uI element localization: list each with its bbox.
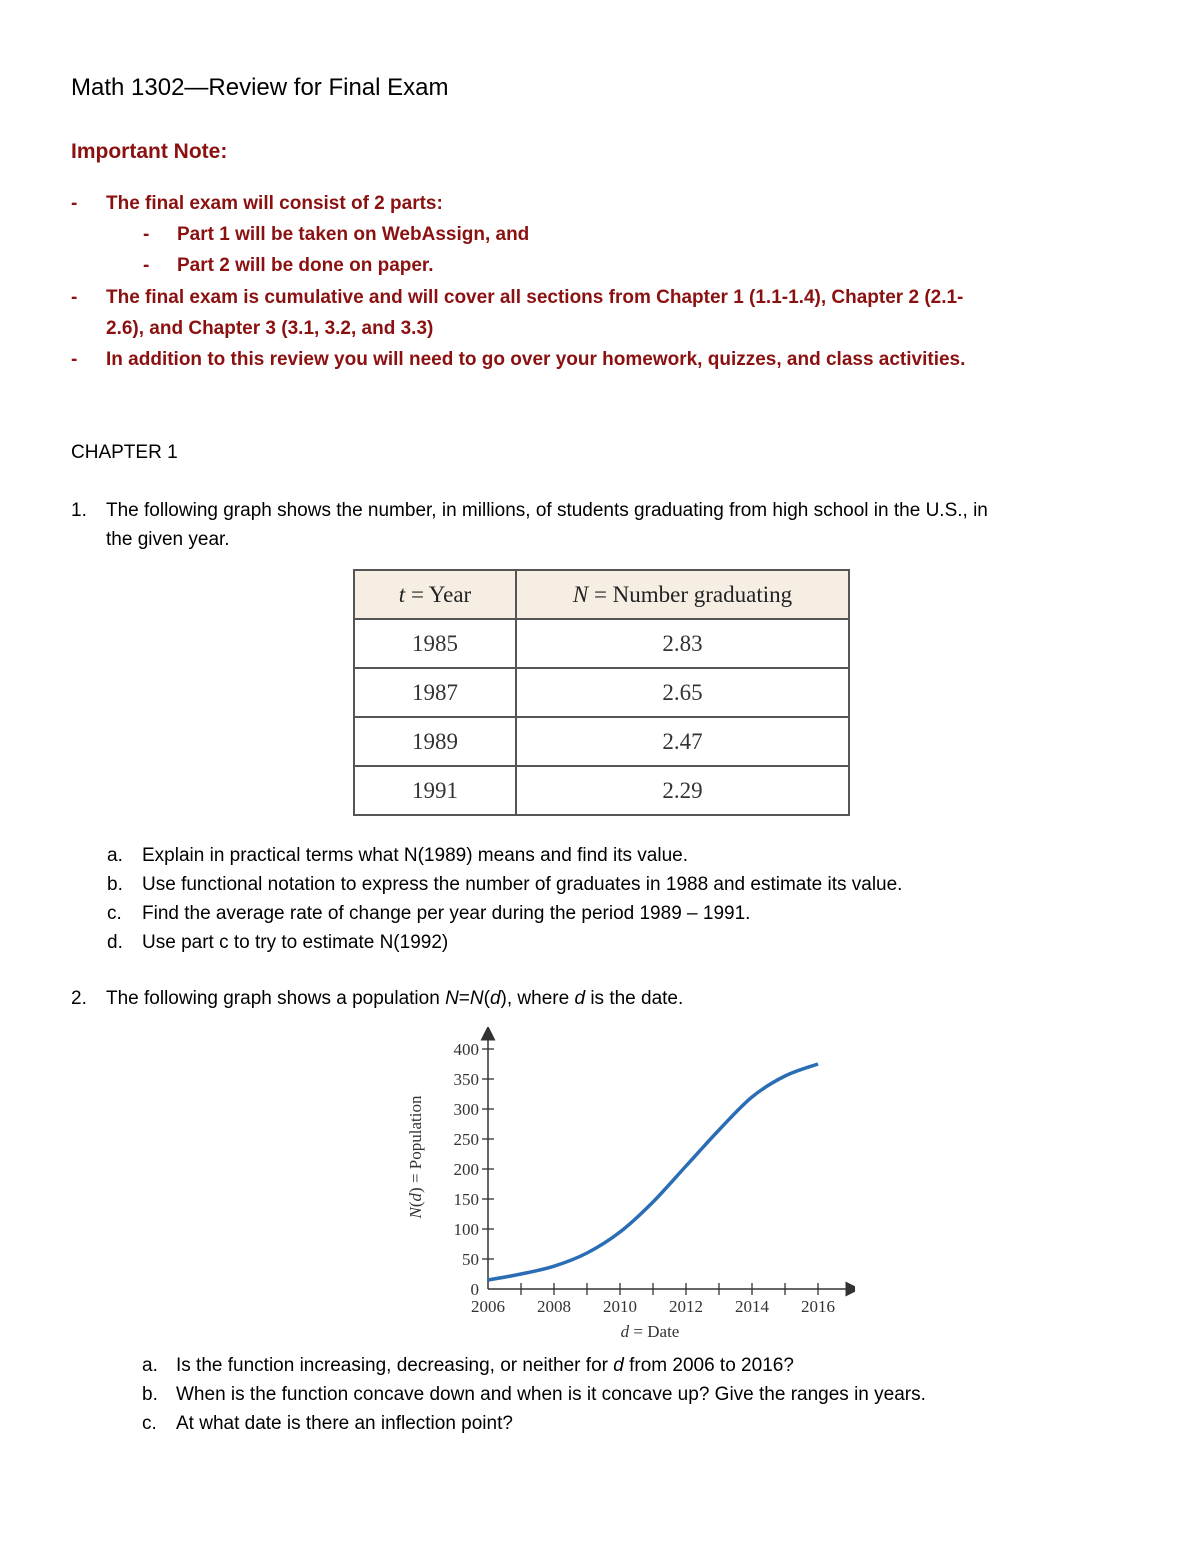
q1b-text: Use functional notation to express the number of graduates in 1988 and estimate its value. [142, 874, 903, 895]
y-tick-label: 350 [453, 1070, 479, 1089]
bullet-dash: - [143, 224, 150, 245]
note-bullet-2-line2: 2.6), and Chapter 3 (3.1, 3.2, and 3.3) [106, 318, 434, 339]
x-tick-label: 2006 [471, 1297, 505, 1316]
table-row [354, 717, 849, 766]
note-heading: Important Note: [71, 140, 228, 163]
header-number: N = Number graduating [516, 570, 849, 619]
header-year: t = Year [354, 570, 516, 619]
x-tick-label: 2014 [735, 1297, 769, 1316]
x-tick-label: 2012 [669, 1297, 703, 1316]
y-tick-label: 400 [453, 1040, 479, 1059]
x-tick-label: 2008 [537, 1297, 571, 1316]
q2a-text: Is the function increasing, decreasing, or neither for d from 2006 to 2016? [176, 1355, 794, 1376]
cell-number: 2.83 [516, 619, 849, 668]
q1a-text: Explain in practical terms what N(1989) means and find its value. [142, 845, 688, 866]
cell-year: 1989 [354, 717, 516, 766]
q1a-label: a. [107, 845, 123, 866]
population-chart [395, 1027, 855, 1347]
y-tick-label: 100 [453, 1220, 479, 1239]
q1c-text: Find the average rate of change per year during the period 1989 – 1991. [142, 903, 751, 924]
bullet-dash: - [71, 349, 78, 370]
q2b-label: b. [142, 1384, 158, 1405]
x-tick-label: 2016 [801, 1297, 835, 1316]
bullet-dash: - [71, 193, 78, 214]
table-row [354, 766, 849, 815]
page-title: Math 1302—Review for Final Exam [71, 74, 449, 101]
y-tick-label: 50 [462, 1250, 479, 1269]
table-row [354, 619, 849, 668]
y-tick-label: 250 [453, 1130, 479, 1149]
q2b-text: When is the function concave down and when is it concave up? Give the ranges in years. [176, 1384, 926, 1405]
cell-year: 1985 [354, 619, 516, 668]
cell-number: 2.29 [516, 766, 849, 815]
q1d-label: d. [107, 932, 123, 953]
q1d-text: Use part c to try to estimate N(1992) [142, 932, 449, 953]
x-axis-label: d = Date [620, 1322, 680, 1341]
note-sub-2: Part 2 will be done on paper. [177, 255, 434, 276]
y-tick-label: 150 [453, 1190, 479, 1209]
cell-year: 1991 [354, 766, 516, 815]
q2a-label: a. [142, 1355, 158, 1376]
table-row [354, 668, 849, 717]
q1-text-line1: The following graph shows the number, in millions, of students graduating from high school in the U.S., in [106, 500, 988, 521]
note-sub-1: Part 1 will be taken on WebAssign, and [177, 224, 530, 245]
note-bullet-1: The final exam will consist of 2 parts: [106, 193, 443, 214]
cell-number: 2.47 [516, 717, 849, 766]
chapter-heading: CHAPTER 1 [71, 442, 178, 463]
note-bullet-3: In addition to this review you will need to go over your homework, quizzes, and class activities. [106, 349, 966, 370]
table-header-row [354, 570, 849, 619]
population-curve [488, 1064, 818, 1280]
q2-text: The following graph shows a population N=N(d), where d is the date. [106, 988, 684, 1009]
y-tick-label: 300 [453, 1100, 479, 1119]
q2c-label: c. [142, 1413, 157, 1434]
bullet-dash: - [71, 287, 78, 308]
q1b-label: b. [107, 874, 123, 895]
y-tick-label: 200 [453, 1160, 479, 1179]
q1c-label: c. [107, 903, 122, 924]
bullet-dash: - [143, 255, 150, 276]
cell-number: 2.65 [516, 668, 849, 717]
q2-number: 2. [71, 988, 87, 1009]
y-tick-label: 0 [470, 1280, 479, 1299]
x-tick-label: 2010 [603, 1297, 637, 1316]
y-axis-label: N(d) = Population [406, 1095, 425, 1219]
graduates-table [353, 569, 850, 816]
note-bullet-2-line1: The final exam is cumulative and will cover all sections from Chapter 1 (1.1-1.4), Chapter 2 (2.1- [106, 287, 964, 308]
q1-text-line2: the given year. [106, 529, 230, 550]
cell-year: 1987 [354, 668, 516, 717]
q2c-text: At what date is there an inflection point? [176, 1413, 513, 1434]
q1-number: 1. [71, 500, 87, 521]
